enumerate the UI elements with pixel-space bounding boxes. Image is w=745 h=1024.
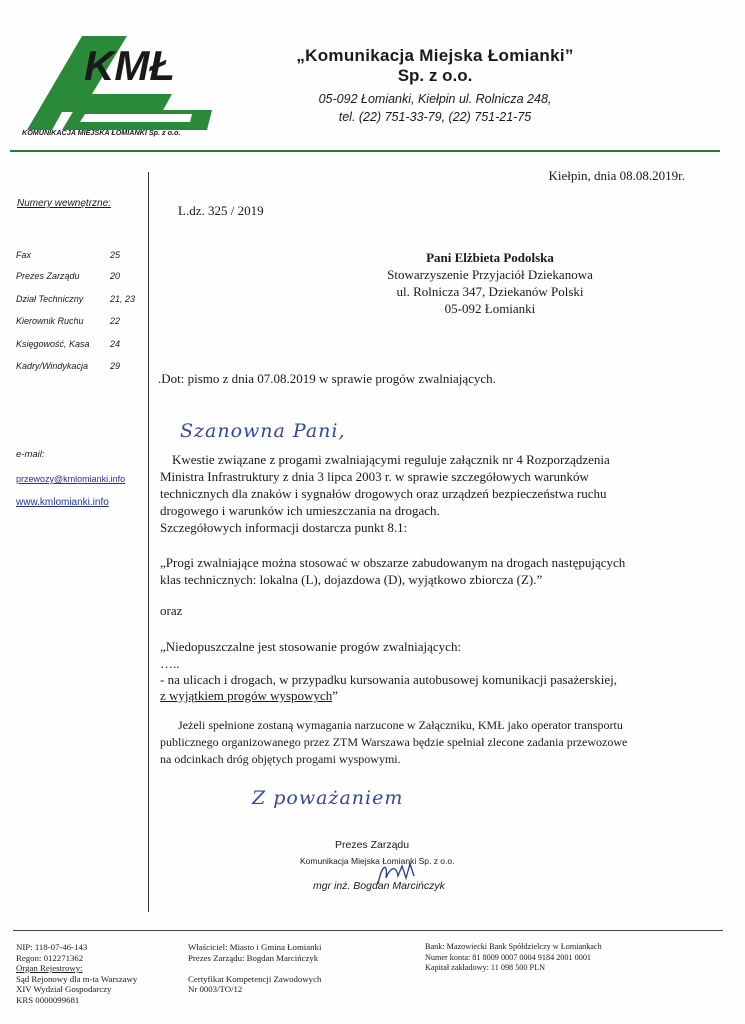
sidebar-row-label: Kadry/Windykacja [16,361,88,371]
quote-line: - na ulicach i drogach, w przypadku kursowania autobusowej komunikacji pasażerskiej, [160,672,618,687]
footer-krs: KRS 0000099681 [16,994,80,1005]
sidebar-row-label: Dział Techniczny [16,294,84,304]
sidebar-row [16,294,140,304]
recipient-city: 05-092 Łomianki [444,301,536,316]
quote-line: ….. [160,656,180,671]
sidebar-row [16,339,140,349]
oraz-text: oraz [160,603,183,618]
signatory-title: Prezes Zarządu [335,839,410,851]
sidebar-title: Numery wewnętrzne: [17,198,111,209]
sidebar-row-label: Fax [16,250,32,260]
body-line: Ministra Infrastruktury z dnia 3 lipca 2003 r. w sprawie szczegółowych warunków [160,469,589,484]
recipient-name: Pani Elżbieta Podolska [426,250,554,265]
email-label: e-mail: [16,449,45,460]
body-line: Kwestie związane z progami zwalniającymi reguluje załącznik nr 4 Rozporządzenia [172,452,610,467]
sidebar-row [16,316,140,326]
kml-logo [22,30,232,140]
sidebar-row-label: Prezes Zarządu [16,271,80,281]
footer-spacer [188,963,321,974]
sidebar-row-ext: 25 [110,250,121,260]
website-link[interactable]: www.kmlomianki.info [16,497,109,508]
company-name: „Komunikacja Miejska Łomianki” [296,46,574,65]
footer-col-owner [188,942,321,995]
sidebar-row-ext: 29 [110,361,121,371]
footer-capital: Kapitał zakładowy: 11 098 500 PLN [425,963,545,972]
sidebar-divider [148,172,149,912]
quote-end: ” [332,688,338,703]
sidebar-row-label: Kierownik Ruchu [16,316,84,326]
letter-subject: .Dot: pismo z dnia 07.08.2019 w sprawie progów zwalniających. [158,371,496,386]
footer-col-registry [16,942,137,1005]
footer-department: XIV Wydział Gospodarczy [16,984,112,994]
body-line: drogowego i warunków ich umieszczania na drogach. [160,503,440,518]
logo-subtitle: KOMUNIKACJA MIEJSKA ŁOMIANKI Sp. z o.o. [22,128,181,137]
letter-date: Kiełpin, dnia 08.08.2019r. [548,168,685,183]
quote-line: „Progi zwalniające można stosować w obszarze zabudowanym na drogach następujących [160,555,626,570]
sidebar-row-ext: 24 [110,339,121,349]
footer-divider [13,930,723,931]
email-link[interactable]: przewozy@kmlomianki.info [16,474,126,484]
footer-certificate: Certyfikat Kompetencji Zawodowych [188,973,322,984]
recipient-organization: Stowarzyszenie Przyjaciół Dziekanowa [387,267,593,282]
footer-certificate-number: Nr 0003/TO/12 [188,984,243,994]
quote-underlined: z wyjątkiem progów wyspowych [160,688,333,703]
footer-registry-label: Organ Rejestrowy: [16,963,83,973]
quote-line: „Niedopuszczalne jest stosowanie progów zwalniających: [160,639,462,654]
handwritten-greeting: Szanowna Pani, [180,420,346,442]
body-line: Jeżeli spełnione zostaną wymagania narzucone w Załączniku, KMŁ jako operator transportu [178,718,623,732]
body-line: technicznych dla znaków i sygnałów drogowych oraz urządzeń bezpieczeństwa ruchu [160,486,607,501]
footer-court: Sąd Rejonowy dla m-ta Warszawy [16,973,138,984]
reference-number: L.dz. 325 / 2019 [178,203,264,218]
body-line: na odcinkach dróg objętych progami wyspowymi. [160,752,401,766]
company-phones: tel. (22) 751-33-79, (22) 751-21-75 [338,110,532,124]
footer-account: Numer konta: 81 8009 0007 0004 9184 2001 0001 [425,952,592,962]
body-line: Szczegółowych informacji dostarcza punkt 8.1: [160,520,408,535]
sidebar-row-label: Księgowość, Kasa [16,339,90,349]
quote-line: klas technicznych: lokalna (L), dojazdowa (D), wyjątkowo zbiorcza (Z).” [160,572,543,587]
signatory-company: Komunikacja Miejska Łomianki Sp. z o.o. [300,856,455,866]
footer-col-bank [425,942,602,974]
footer-nip: NIP: 118-07-46-143 [16,942,88,952]
footer-regon: Regon: 012271362 [16,952,84,963]
body-line: publicznego organizowanego przez ZTM Warszawa będzie spełniał zlecone zadania przewozowe [160,735,628,749]
handwritten-closing: Z poważaniem [252,787,404,809]
sidebar-row [16,361,140,371]
sidebar-row-ext: 21, 23 [110,294,136,304]
recipient-address: ul. Rolnicza 347, Dziekanów Polski [396,284,584,299]
sidebar-row-ext: 22 [110,316,121,326]
footer-owner: Właściciel: Miasto i Gmina Łomianki [188,942,322,952]
quote-line [160,688,338,704]
logo-text: KMŁ [84,42,175,89]
header-divider [10,150,720,152]
company-form: Sp. z o.o. [397,66,473,85]
sidebar-row [16,271,140,281]
footer-president: Prezes Zarządu: Bogdan Marcińczyk [188,952,319,963]
sidebar-row-ext: 20 [110,271,121,281]
footer-bank: Bank: Mazowiecki Bank Spółdzielczy w Łomiankach [425,942,602,951]
signatory-name: mgr inż. Bogdan Marcińczyk [313,880,445,892]
sidebar-row [16,250,140,260]
company-address: 05-092 Łomianki, Kiełpin ul. Rolnicza 248, [318,92,552,106]
